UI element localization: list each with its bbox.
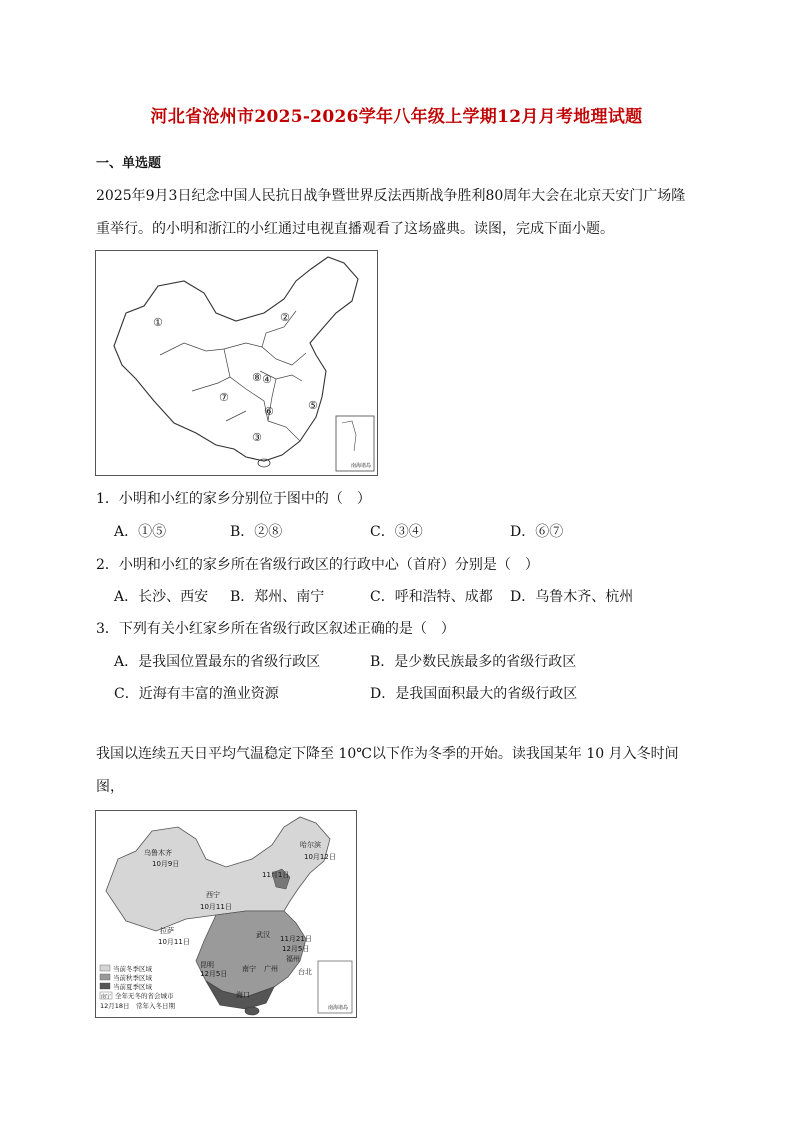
winter-region <box>106 817 330 931</box>
passage-1 <box>96 180 706 246</box>
city-nanning: 南宁 <box>242 965 256 973</box>
q3-option-d[interactable]: D．是我国面积最大的省级行政区 <box>370 686 578 702</box>
region-label-7: ⑦ <box>219 391 229 404</box>
q3-option-b[interactable]: B．是少数民族最多的省级行政区 <box>370 654 577 670</box>
china-outline <box>114 257 358 461</box>
region-label-8: ⑧ <box>252 371 262 384</box>
province-borders <box>160 311 306 441</box>
winter-map-figure <box>96 811 356 1017</box>
inset-label: 南海诸岛 <box>328 1005 349 1011</box>
legend-no-winter: 全年无冬的省会城市 <box>115 992 174 1000</box>
legend-swatch-summer <box>100 983 110 989</box>
question-1-stem: 1．小明和小红的家乡分别位于图中的（ ） <box>96 491 371 507</box>
q2-option-a[interactable]: A．长沙、西安 <box>114 589 209 605</box>
question-2-stem: 2．小明和小红的家乡所在省级行政区的行政中心（首府）分别是（ ） <box>96 557 539 573</box>
hainan-island <box>245 1007 259 1015</box>
passage-1-line-1: 2025年9月3日纪念中国人民抗日战争暨世界反法西斯战争胜利80周年大会在北京天安门广场隆 <box>96 188 686 204</box>
city-wuhan: 武汉 <box>256 931 270 939</box>
legend-city-name: 南宁 <box>101 994 112 1000</box>
legend-winter: 当前冬季区域 <box>113 965 152 973</box>
region-label-5: ⑤ <box>308 399 318 412</box>
city-guangzhou: 广州 <box>264 965 278 973</box>
date-lhasa: 10月11日 <box>158 938 190 946</box>
question-3-stem: 3．下列有关小红家乡所在省级行政区叙述正确的是（ ） <box>96 621 455 637</box>
china-provinces-map <box>95 250 378 476</box>
date-kunming: 12月5日 <box>200 970 228 978</box>
region-label-6: ⑥ <box>264 405 274 418</box>
map-legend <box>100 964 176 1010</box>
date-harbin: 10月12日 <box>304 853 336 861</box>
q3-option-c[interactable]: C．近海有丰富的渔业资源 <box>114 686 279 702</box>
date-urumqi: 10月9日 <box>152 860 180 868</box>
legend-swatch-winter <box>100 965 110 971</box>
date-xining: 10月11日 <box>200 903 232 911</box>
city-harbin: 哈尔滨 <box>300 841 321 849</box>
hainan-island <box>258 459 270 467</box>
autumn-region <box>196 911 306 997</box>
region-label-4: ④ <box>262 373 272 386</box>
q2-option-c[interactable]: C．呼和浩特、成都 <box>370 589 493 605</box>
city-xining: 西宁 <box>206 891 220 899</box>
page-title: 河北省沧州市2025-2026学年八年级上学期12月月考地理试题 <box>150 107 643 127</box>
q1-option-c[interactable]: C．③④ <box>370 524 423 540</box>
city-haikou: 海口 <box>236 991 250 999</box>
q2-option-b[interactable]: B．郑州、南宁 <box>230 589 325 605</box>
city-urumqi: 乌鲁木齐 <box>144 849 172 857</box>
china-map-figure <box>96 251 377 475</box>
region-label-3: ③ <box>252 431 262 444</box>
region-label-2: ② <box>280 311 290 324</box>
q1-option-d[interactable]: D．⑥⑦ <box>510 524 564 540</box>
passage-1-line-2: 重举行。的小明和浙江的小红通过电视直播观看了这场盛典。读图，完成下面小题。 <box>96 221 614 237</box>
legend-onset-date: 12月18日 常年入冬日期 <box>100 1002 176 1010</box>
city-taipei: 台北 <box>298 968 312 976</box>
legend-summer: 当前夏季区域 <box>113 983 152 991</box>
q3-option-a[interactable]: A．是我国位置最东的省级行政区 <box>114 654 321 670</box>
legend-autumn: 当前秋季区域 <box>113 974 152 982</box>
legend-swatch-autumn <box>100 974 110 980</box>
date-fuzhou: 12月5日 <box>282 945 310 953</box>
date-nov1: 11月1日 <box>262 871 290 879</box>
city-kunming: 昆明 <box>200 961 214 969</box>
q2-option-d[interactable]: D．乌鲁木齐、杭州 <box>510 589 634 605</box>
city-fuzhou: 福州 <box>286 955 300 963</box>
q1-option-b[interactable]: B．②⑧ <box>230 524 283 540</box>
region-label-1: ① <box>153 316 163 329</box>
winter-onset-map <box>95 810 357 1018</box>
q1-option-a[interactable]: A．①⑤ <box>114 524 167 540</box>
passage-2-line-1: 我国以连续五天日平均气温稳定下降至 10℃以下作为冬季的开始。读我国某年 10 月入冬时间图， <box>96 746 679 795</box>
section-heading: 一、单选题 <box>96 156 162 171</box>
date-wuhan: 11月21日 <box>280 935 312 943</box>
city-lhasa: 拉萨 <box>160 927 174 935</box>
inset-label: 南海诸岛 <box>351 463 372 469</box>
